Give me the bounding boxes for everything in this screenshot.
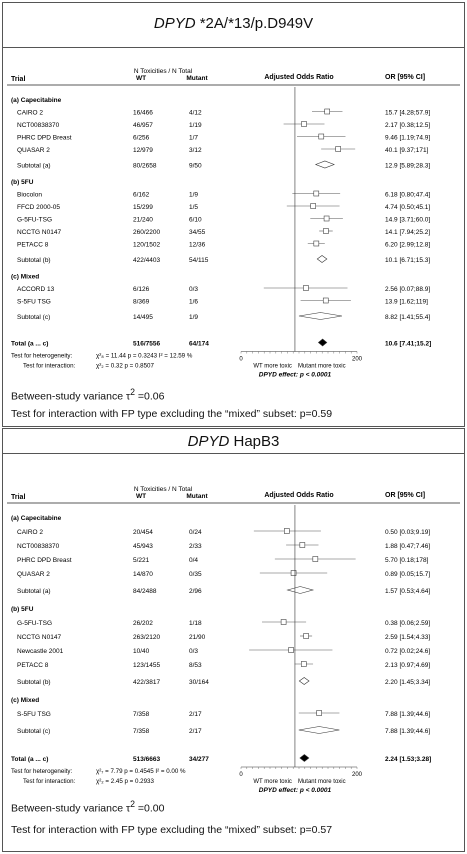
variance-value: =0.00 bbox=[135, 802, 165, 815]
row-wt: 5/221 bbox=[133, 557, 150, 564]
forest-plot-d949v bbox=[3, 63, 464, 393]
heterogeneity-label: Test for heterogeneity: bbox=[11, 352, 73, 360]
row-or-ci: 2.56 [0.07;88.9] bbox=[385, 286, 431, 293]
subtotal-diamond bbox=[299, 678, 309, 685]
total-diamond bbox=[318, 339, 326, 346]
row-wt: 123/1455 bbox=[133, 662, 161, 669]
mutant-more-toxic-label: Mutant more toxic bbox=[297, 779, 346, 785]
subtotal-or-ci: 1.57 [0.53;4.64] bbox=[385, 588, 431, 595]
row-mutant: 8/53 bbox=[189, 662, 202, 669]
subtotal-or-ci: 7.88 [1.39;44.6] bbox=[385, 728, 431, 735]
group-label: (c) Mixed bbox=[11, 273, 40, 281]
row-or-ci: 2.13 [0.97;4.69] bbox=[385, 662, 431, 669]
header-mutant: Mutant bbox=[186, 493, 208, 500]
header-tox: N Toxicities / N Total bbox=[133, 486, 193, 493]
row-or-ci: 40.1 [9.37;171] bbox=[385, 147, 429, 154]
row-trial: S-5FU TSG bbox=[17, 298, 51, 306]
subtotal-diamond bbox=[288, 587, 313, 594]
x-tick-label: 200 bbox=[351, 772, 363, 778]
row-or-ci: 9.46 [1.19;74.9] bbox=[385, 134, 431, 142]
point-estimate bbox=[300, 543, 305, 548]
point-estimate bbox=[291, 571, 296, 576]
subtotal-or-ci: 10.1 [6.71;15.3] bbox=[385, 257, 431, 264]
subtotal-mutant: 2/17 bbox=[189, 728, 202, 735]
x-tick-label: 0 bbox=[239, 772, 243, 778]
row-mutant: 6/10 bbox=[189, 216, 202, 224]
row-or-ci: 0.89 [0.05;15.7] bbox=[385, 571, 431, 578]
row-or-ci: 5.70 [0.18;178] bbox=[385, 557, 429, 564]
interaction-stat: χ²₂ = 0.32 p = 0.8507 bbox=[96, 362, 154, 370]
row-trial: PHRC DPD Breast bbox=[17, 557, 72, 564]
interaction-label: Test for interaction: bbox=[23, 362, 76, 370]
row-or-ci: 6.20 [2.99;12.8] bbox=[385, 241, 431, 249]
row-mutant: 0/3 bbox=[189, 286, 199, 293]
row-or-ci: 2.59 [1.54;4.33] bbox=[385, 634, 431, 641]
row-wt: 46/957 bbox=[133, 122, 153, 129]
forest-panel-hapb3 bbox=[2, 428, 465, 852]
row-trial: ACCORD 13 bbox=[17, 286, 55, 293]
point-estimate bbox=[323, 229, 328, 234]
mutant-more-toxic-label: Mutant more toxic bbox=[297, 363, 346, 370]
point-estimate bbox=[311, 204, 316, 209]
variance-sup: 2 bbox=[130, 387, 135, 397]
row-trial: QUASAR 2 bbox=[17, 571, 50, 578]
row-wt: 10/40 bbox=[133, 648, 150, 655]
variant-name: HapB3 bbox=[229, 433, 280, 450]
row-mutant: 2/17 bbox=[189, 711, 202, 718]
row-trial: CAIRO 2 bbox=[17, 109, 44, 117]
group-label: (a) Capecitabine bbox=[11, 97, 62, 104]
point-estimate bbox=[284, 529, 289, 534]
point-estimate bbox=[317, 711, 322, 716]
row-wt: 21/240 bbox=[133, 216, 153, 224]
row-or-ci: 2.17 [0.38;12.5] bbox=[385, 122, 431, 129]
forest-panel-d949v bbox=[2, 2, 465, 427]
header-wt: WT bbox=[135, 75, 147, 82]
wt-more-toxic-label: WT more toxic bbox=[253, 363, 292, 370]
row-wt: 20/454 bbox=[133, 529, 153, 536]
subtotal-mutant: 30/164 bbox=[189, 679, 209, 686]
row-trial: Biocolon bbox=[17, 191, 42, 199]
point-estimate bbox=[319, 134, 324, 139]
row-trial: PETACC 8 bbox=[17, 241, 49, 249]
subtotal-wt: 84/2488 bbox=[133, 588, 157, 595]
heterogeneity-stat: χ²₈ = 11.44 p = 0.3243 I² = 12.59 % bbox=[96, 352, 193, 360]
row-wt: 263/2120 bbox=[133, 634, 161, 641]
row-wt: 15/299 bbox=[133, 204, 153, 211]
header-odds-ratio: Adjusted Odds Ratio bbox=[264, 492, 334, 499]
subtotal-mutant: 1/9 bbox=[189, 314, 199, 321]
interaction-note: Test for interaction with FP type excluding the “mixed” subset: p=0.59 bbox=[11, 408, 333, 420]
subtotal-label: Subtotal (b) bbox=[17, 679, 51, 686]
row-wt: 12/979 bbox=[133, 147, 153, 154]
wt-more-toxic-label: WT more toxic bbox=[253, 779, 292, 785]
interaction-note: Test for interaction with FP type excluding the “mixed” subset: p=0.57 bbox=[11, 824, 333, 836]
row-wt: 6/256 bbox=[133, 134, 150, 142]
row-wt: 120/1502 bbox=[133, 241, 161, 249]
total-wt: 513/6663 bbox=[133, 756, 161, 763]
row-wt: 45/943 bbox=[133, 543, 153, 550]
row-trial: CAIRO 2 bbox=[17, 529, 44, 536]
row-trial: FFCD 2000-05 bbox=[17, 204, 60, 211]
row-or-ci: 1.88 [0.47;7.46] bbox=[385, 543, 431, 550]
point-estimate bbox=[325, 109, 330, 114]
row-trial: Newcastle 2001 bbox=[17, 648, 64, 655]
point-estimate bbox=[304, 634, 309, 639]
row-trial: NCT00838370 bbox=[17, 122, 60, 129]
header-trial: Trial bbox=[11, 494, 26, 501]
subtotal-mutant: 2/96 bbox=[189, 588, 202, 595]
row-or-ci: 14.1 [7.94;25.2] bbox=[385, 229, 431, 236]
row-mutant: 1/6 bbox=[189, 298, 199, 306]
row-wt: 26/202 bbox=[133, 620, 153, 627]
header-tox: N Toxicities / N Total bbox=[133, 68, 193, 75]
row-trial: G-5FU-TSG bbox=[17, 216, 53, 224]
point-estimate bbox=[313, 557, 318, 562]
row-or-ci: 13.9 [1.62;119] bbox=[385, 298, 428, 306]
row-wt: 260/2200 bbox=[133, 229, 161, 236]
subtotal-or-ci: 8.82 [1.41;55.4] bbox=[385, 314, 431, 321]
subtotal-wt: 7/358 bbox=[133, 728, 150, 735]
row-trial: QUASAR 2 bbox=[17, 147, 50, 154]
subtotal-or-ci: 12.9 [5.89;28.3] bbox=[385, 162, 431, 170]
point-estimate bbox=[303, 286, 308, 291]
row-mutant: 0/4 bbox=[189, 557, 199, 564]
row-mutant: 1/19 bbox=[189, 122, 202, 129]
row-mutant: 1/18 bbox=[189, 620, 202, 627]
row-trial: NCCTG N0147 bbox=[17, 229, 62, 236]
variant-name: *2A/*13/p.D949V bbox=[195, 15, 314, 32]
row-wt: 6/126 bbox=[133, 286, 150, 293]
row-or-ci: 7.88 [1.39;44.6] bbox=[385, 711, 431, 718]
row-wt: 6/162 bbox=[133, 191, 150, 199]
subtotal-diamond bbox=[317, 256, 327, 263]
row-or-ci: 6.18 [0.80;47.4] bbox=[385, 191, 431, 199]
row-wt: 14/870 bbox=[133, 571, 153, 578]
row-wt: 16/466 bbox=[133, 109, 153, 117]
variance-note bbox=[11, 387, 165, 403]
x-tick-label: 200 bbox=[351, 356, 363, 363]
subtotal-label: Subtotal (a) bbox=[17, 588, 51, 595]
subtotal-diamond bbox=[299, 727, 340, 734]
row-mutant: 2/33 bbox=[189, 543, 202, 550]
heterogeneity-label: Test for heterogeneity: bbox=[11, 768, 73, 775]
interaction-label: Test for interaction: bbox=[23, 778, 76, 785]
subtotal-mutant: 54/115 bbox=[189, 257, 209, 264]
panel-title bbox=[3, 433, 464, 450]
header-wt: WT bbox=[135, 493, 147, 500]
panel-title bbox=[3, 15, 464, 32]
row-trial: NCT00838370 bbox=[17, 543, 60, 550]
row-trial: NCCTG N0147 bbox=[17, 634, 62, 641]
row-or-ci: 0.38 [0.06;2.59] bbox=[385, 620, 431, 627]
header-trial: Trial bbox=[11, 76, 26, 83]
gene-name: DPYD bbox=[187, 433, 230, 450]
row-mutant: 34/55 bbox=[189, 229, 206, 236]
subtotal-wt: 422/3817 bbox=[133, 679, 161, 686]
variance-value: =0.06 bbox=[135, 390, 165, 403]
row-or-ci: 0.72 [0.02;24.6] bbox=[385, 648, 431, 655]
effect-label: DPYD effect: p < 0.0001 bbox=[258, 371, 332, 379]
heterogeneity-stat: χ²₇ = 7.79 p = 0.4545 I² = 0.00 % bbox=[96, 768, 186, 775]
subtotal-or-ci: 2.20 [1.45;3.34] bbox=[385, 679, 431, 686]
subtotal-wt: 80/2658 bbox=[133, 162, 157, 170]
subtotal-mutant: 9/50 bbox=[189, 162, 202, 170]
row-or-ci: 0.50 [0.03;9.19] bbox=[385, 529, 431, 536]
row-trial: PETACC 8 bbox=[17, 662, 49, 669]
point-estimate bbox=[314, 191, 319, 196]
forest-plot-hapb3 bbox=[3, 481, 464, 811]
point-estimate bbox=[301, 662, 306, 667]
subtotal-diamond bbox=[299, 313, 342, 320]
variance-note bbox=[11, 799, 165, 815]
point-estimate bbox=[281, 620, 286, 625]
point-estimate bbox=[302, 122, 307, 127]
point-estimate bbox=[289, 648, 294, 653]
header-mutant: Mutant bbox=[186, 75, 208, 82]
header-or-ci: OR [95% CI] bbox=[385, 492, 426, 499]
header-odds-ratio: Adjusted Odds Ratio bbox=[264, 74, 334, 81]
row-mutant: 21/90 bbox=[189, 634, 206, 641]
subtotal-label: Subtotal (c) bbox=[17, 728, 51, 735]
variance-label: Between-study variance τ bbox=[11, 802, 131, 815]
total-wt: 516/7556 bbox=[133, 340, 161, 348]
total-mutant: 34/277 bbox=[189, 756, 209, 763]
row-mutant: 1/7 bbox=[189, 134, 199, 142]
subtotal-wt: 422/4403 bbox=[133, 257, 161, 264]
variance-sup: 2 bbox=[130, 799, 135, 809]
row-wt: 8/369 bbox=[133, 298, 150, 306]
row-or-ci: 14.9 [3.71;60.0] bbox=[385, 216, 431, 224]
row-mutant: 1/9 bbox=[189, 191, 199, 199]
row-wt: 7/358 bbox=[133, 711, 150, 718]
group-label: (a) Capecitabine bbox=[11, 515, 62, 522]
group-label: (c) Mixed bbox=[11, 697, 40, 704]
group-label: (b) 5FU bbox=[11, 179, 34, 186]
row-mutant: 12/36 bbox=[189, 241, 206, 249]
header-or-ci: OR [95% CI] bbox=[385, 74, 426, 81]
row-mutant: 0/24 bbox=[189, 529, 202, 536]
variance-label: Between-study variance τ bbox=[11, 390, 131, 403]
row-trial: PHRC DPD Breast bbox=[17, 134, 72, 142]
total-diamond bbox=[300, 755, 309, 762]
total-or-ci: 2.24 [1.53;3.28] bbox=[385, 756, 432, 763]
row-or-ci: 4.74 [0.50;45.1] bbox=[385, 204, 431, 211]
gene-name: DPYD bbox=[153, 15, 196, 32]
total-or-ci: 10.6 [7.41;15.2] bbox=[385, 340, 432, 348]
point-estimate bbox=[324, 216, 329, 221]
total-label: Total (a ... c) bbox=[11, 756, 49, 763]
subtotal-label: Subtotal (a) bbox=[17, 162, 51, 170]
subtotal-diamond bbox=[316, 161, 334, 168]
interaction-stat: χ²₂ = 2.45 p = 0.2933 bbox=[96, 778, 154, 785]
row-mutant: 1/5 bbox=[189, 204, 199, 211]
subtotal-wt: 14/495 bbox=[133, 314, 153, 321]
row-mutant: 0/35 bbox=[189, 571, 202, 578]
subtotal-label: Subtotal (c) bbox=[17, 314, 51, 321]
total-label: Total (a ... c) bbox=[11, 340, 49, 348]
group-label: (b) 5FU bbox=[11, 606, 34, 613]
row-trial: G-5FU-TSG bbox=[17, 620, 53, 627]
row-mutant: 4/12 bbox=[189, 109, 202, 117]
row-or-ci: 15.7 [4.28;57.9] bbox=[385, 109, 431, 117]
subtotal-label: Subtotal (b) bbox=[17, 257, 51, 264]
row-mutant: 0/3 bbox=[189, 648, 199, 655]
row-mutant: 3/12 bbox=[189, 147, 202, 154]
total-mutant: 64/174 bbox=[189, 340, 209, 348]
x-tick-label: 0 bbox=[239, 356, 243, 363]
point-estimate bbox=[336, 147, 341, 152]
point-estimate bbox=[314, 241, 319, 246]
point-estimate bbox=[323, 298, 328, 303]
effect-label: DPYD effect: p < 0.0001 bbox=[258, 787, 332, 794]
row-trial: S-5FU TSG bbox=[17, 711, 51, 718]
